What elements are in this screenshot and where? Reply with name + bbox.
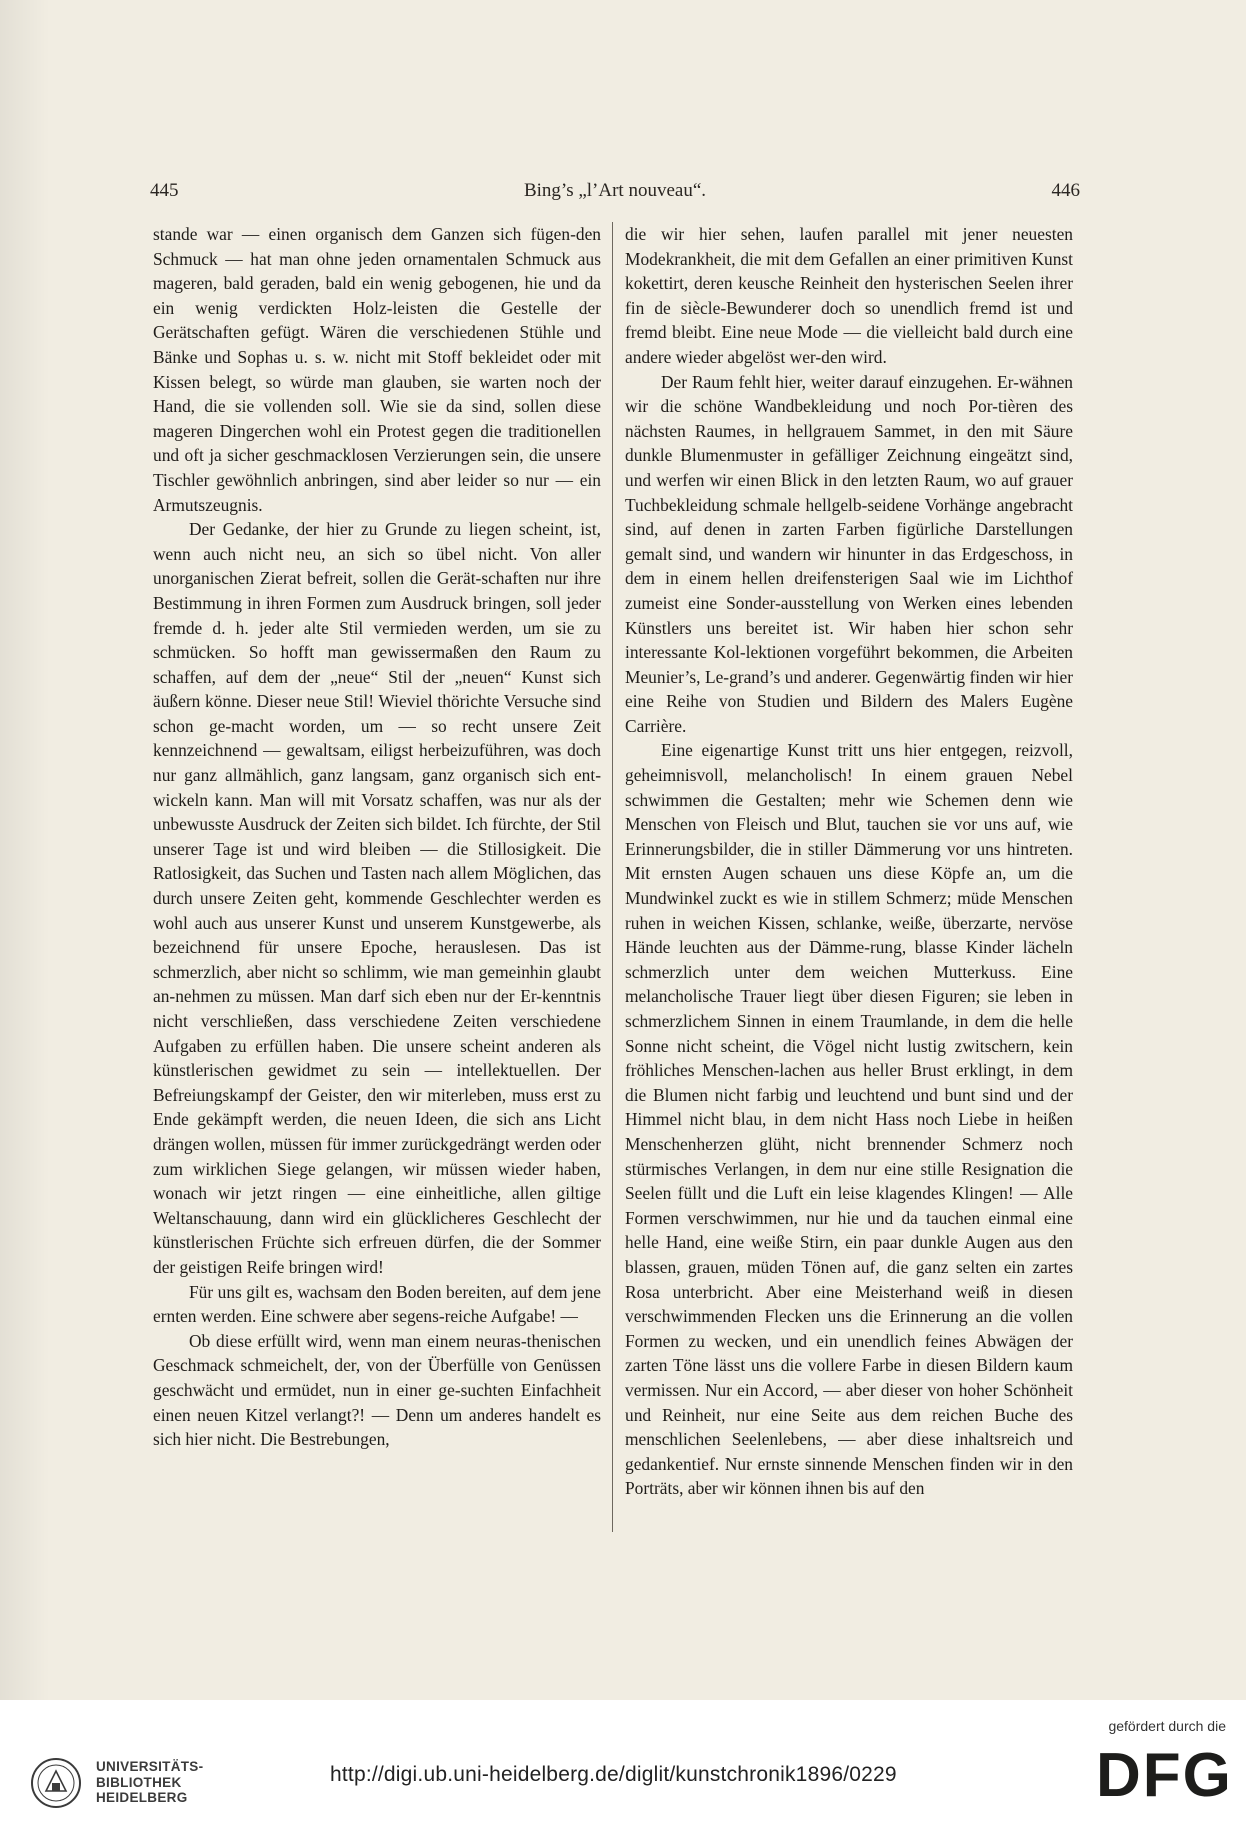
funded-by-label: gefördert durch die <box>1108 1718 1226 1734</box>
paragraph: Ob diese erfüllt wird, wenn man einem neuras-thenischen Geschmack schmeichelt, der, von der Überfülle von Genüssen geschwächt und ermüdet, nun in einer ge-suchten Einfachheit einen neuen Kitzel verlangt?! — Denn um anderes handelt es sich hier nicht. Die Bestrebungen, <box>153 1330 601 1450</box>
column-divider <box>612 222 613 1532</box>
right-column <box>625 222 1073 1501</box>
running-title: Bing’s „l’Art nouveau“. <box>523 180 707 201</box>
paragraph: stande war — einen organisch dem Ganzen sich fügen-den Schmuck — hat man ohne jeden ornamentalen Schmuck aus mageren, bald geraden, bald ein wenig gebogenen, hie und da ein wenig verdickten Holz-leisten die Gestelle der Gerätschaften gefügt. Wären die verschiedenen Stühle und Bänke und Sophas u. s. w. nicht mit Stoff bekleidet oder mit Kissen belegt, so würde man glauben, sie warten noch der Hand, die sie vollenden soll. Wie sie da sind, sollen diese mageren Dingerchen wohl ein Protest gegen die traditionellen und oft ja sicher geschmacklosen Verzierungen sein, die unsere Tischler gewöhnlich anbringen, sind aber leider so nur — ein Armutszeugnis. <box>153 224 601 515</box>
seal-icon <box>30 1757 82 1809</box>
page-header <box>150 180 1080 210</box>
left-column <box>153 222 601 1452</box>
paragraph: Eine eigenartige Kunst tritt uns hier entgegen, reizvoll, geheimnisvoll, melancholisch! In einem grauen Nebel schwimmen die Gestalten; mehr wie Schemen denn wie Menschen von Fleisch und Blut, tauchen sie vor uns auf, wie Erinnerungsbilder, die in stiller Dämmerung vor uns hintreten. Mit ernsten Augen schauen uns diese Köpfe an, um die Mundwinkel zuckt es wie in stillem Schmerz; müde Menschen ruhen in weichen Kissen, schlanke, weiße, überzarte, nervöse Hände leuchten aus der Dämme-rung, blasse Kinder lächeln schmerzlich unter dem weichen Mutterkuss. Eine melancholische Trauer liegt über diesen Figuren; sie leben in schmerzlichem Sinnen in einem Traumlande, in dem die helle Sonne nicht scheint, die Vögel nicht lustig zwitschern, kein fröhliches Menschen-lachen aus heller Brust erklingt, in dem die Blumen nicht farbig und leuchtend und bunt sind und der Himmel nicht blau, in dem nicht Hass noch Liebe in heißen Menschenherzen glüht, nicht brennender Schmerz noch stürmisches Verlangen, in dem nur eine stille Resignation die Seelen füllt und die Luft ein leise klagendes Klingen! — Alle Formen verschwimmen, nur hie und da tauchen einmal eine helle Hand, eine weiße Stirn, ein paar dunkle Augen aus den blassen, grauen, müden Tönen auf, die ganz selten ein zartes Rosa unterbricht. Aber eine Meisterhand weiß in diesen verschwimmenden Flecken uns die Erinnerung an die vollen Formen zu wecken, und ein unendlich feines Abwägen der zarten Töne lässt uns die vollere Farbe in diesen Bildern kaum vermissen. Nur ein Accord, — aber dieser von hoher Schönheit und Reinheit, nur eine Seite aus dem reichen Buche des menschlichen Seelenlebens, — aber diese inhaltsreich und gedankentief. Nur ernste sinnende Menschen finden wir in den Porträts, aber wir können ihnen bis auf den <box>625 740 1073 1499</box>
library-name <box>96 1759 203 1806</box>
paragraph: Für uns gilt es, wachsam den Boden bereiten, auf dem jene ernten werden. Eine schwere aber segens-reiche Aufgabe! — <box>153 1281 601 1327</box>
paragraph: die wir hier sehen, laufen parallel mit jener neuesten Modekrankheit, die mit dem Gefallen an einer primitiven Kunst kokettirt, deren keusche Reinheit den hysterischen Seelen ihrer fin de siècle-Bewunderer doch so unendlich fremd ist und fremd bleibt. Eine neue Mode — die vielleicht bald durch eine andere wieder abgelöst wer-den wird. <box>625 224 1073 367</box>
viewer-footer <box>0 1700 1246 1825</box>
page-number-left: 445 <box>150 180 179 201</box>
page-fold-shadow <box>0 0 50 1700</box>
page-number-right: 446 <box>1051 180 1080 201</box>
dfg-logo[interactable] <box>1096 1740 1233 1812</box>
library-name-line: UNIVERSITÄTS- <box>96 1759 204 1774</box>
library-name-line: HEIDELBERG <box>96 1790 188 1805</box>
paragraph: Der Gedanke, der hier zu Grunde zu liegen scheint, ist, wenn auch nicht neu, an sich so übel nicht. Von aller unorganischen Zierat befreit, sollen die Gerät-schaften nur ihre Bestimmung in ihren Formen zum Ausdruck bringen, soll jeder fremde d. h. jeder alte Stil vermieden werden, um sie zu schmücken. So hofft man gewissermaßen den Raum zu schaffen, auf dem der „neue“ Stil der „neuen“ Kunst sich äußern könne. Dieser neue Stil! Wieviel thörichte Versuche sind schon ge-macht worden, um — so recht unsere Zeit kennzeichnend — gewaltsam, eiligst herbeizuführen, was doch nur ganz allmählich, ganz langsam, ganz organisch sich ent-wickeln kann. Man will mit Vorsatz schaffen, was nur als der unbewusste Ausdruck der Zeiten sich bildet. Ich fürchte, der Stil unserer Tage ist und wird bleiben — die Stillosigkeit. Die Ratlosigkeit, das Suchen und Tasten nach allem Möglichen, das durch unsere Zeiten geht, kommende Geschlechter werden es wohl auch aus unserer Kunst und unserem Kunstgewerbe, als bezeichnend für unsere Epoche, herauslesen. Das ist schmerzlich, aber nicht so schlimm, wie man gemeinhin glaubt an-nehmen zu müssen. Man darf sich eben nur der Er-kenntnis nicht verschließen, dass verschiedene Zeiten verschiedene Aufgaben zu erfüllen haben. Die unsere scheint anderen als künstlerischen gewidmet zu sein — intellektuellen. Der Befreiungskampf der Geister, den wir miterleben, muss erst zu Ende gekämpft werden, die neuen Ideen, die sich ans Licht drängen wollen, müssen für immer zurückgedrängt werden oder zum wirklichen Siege gelangen, wir müssen wieder haben, wonach wir jetzt ringen — eine einheitliche, allen giltige Weltanschauung, dann wird ein glücklicheres Geschlecht der künstlerischen Früchte sich erfreuen dürfen, die der Sommer der geistigen Reife bringen wird! <box>153 519 601 1277</box>
paragraph: Der Raum fehlt hier, weiter darauf einzugehen. Er-wähnen wir die schöne Wandbekleidung und noch Por-tièren des nächsten Raumes, in hellgrauem Sammet, in den mit Säure dunkle Blumenmuster in gefälliger Zeichnung eingeätzt sind, und werfen wir einen Blick in den letzten Raum, wo auf grauer Tuchbekleidung schmale hellgelb-seidene Vorhänge angebracht sind, auf denen in zarten Farben figürliche Darstellungen gemalt sind, und wandern wir hinunter in das Erdgeschoss, in dem in einem hellen dreifensterigen Saal wie im Lichthof zumeist eine Sonder-ausstellung von Werken eines lebenden Künstlers uns bereitet ist. Wir haben hier schon sehr interessante Kol-lektionen vorgeführt bekommen, die Arbeiten Meunier’s, Le-grand’s und anderer. Gegenwärtig finden wir hier eine Reihe von Studien und Bildern des Malers Eugène Carrière. <box>625 371 1073 736</box>
permalink-url[interactable]: http://digi.ub.uni-heidelberg.de/diglit/kunstchronik1896/0229 <box>330 1763 897 1786</box>
library-name-line: BIBLIOTHEK <box>96 1774 182 1790</box>
dfg-logo-text: DFG <box>1096 1741 1233 1810</box>
library-logo[interactable] <box>30 1755 204 1815</box>
